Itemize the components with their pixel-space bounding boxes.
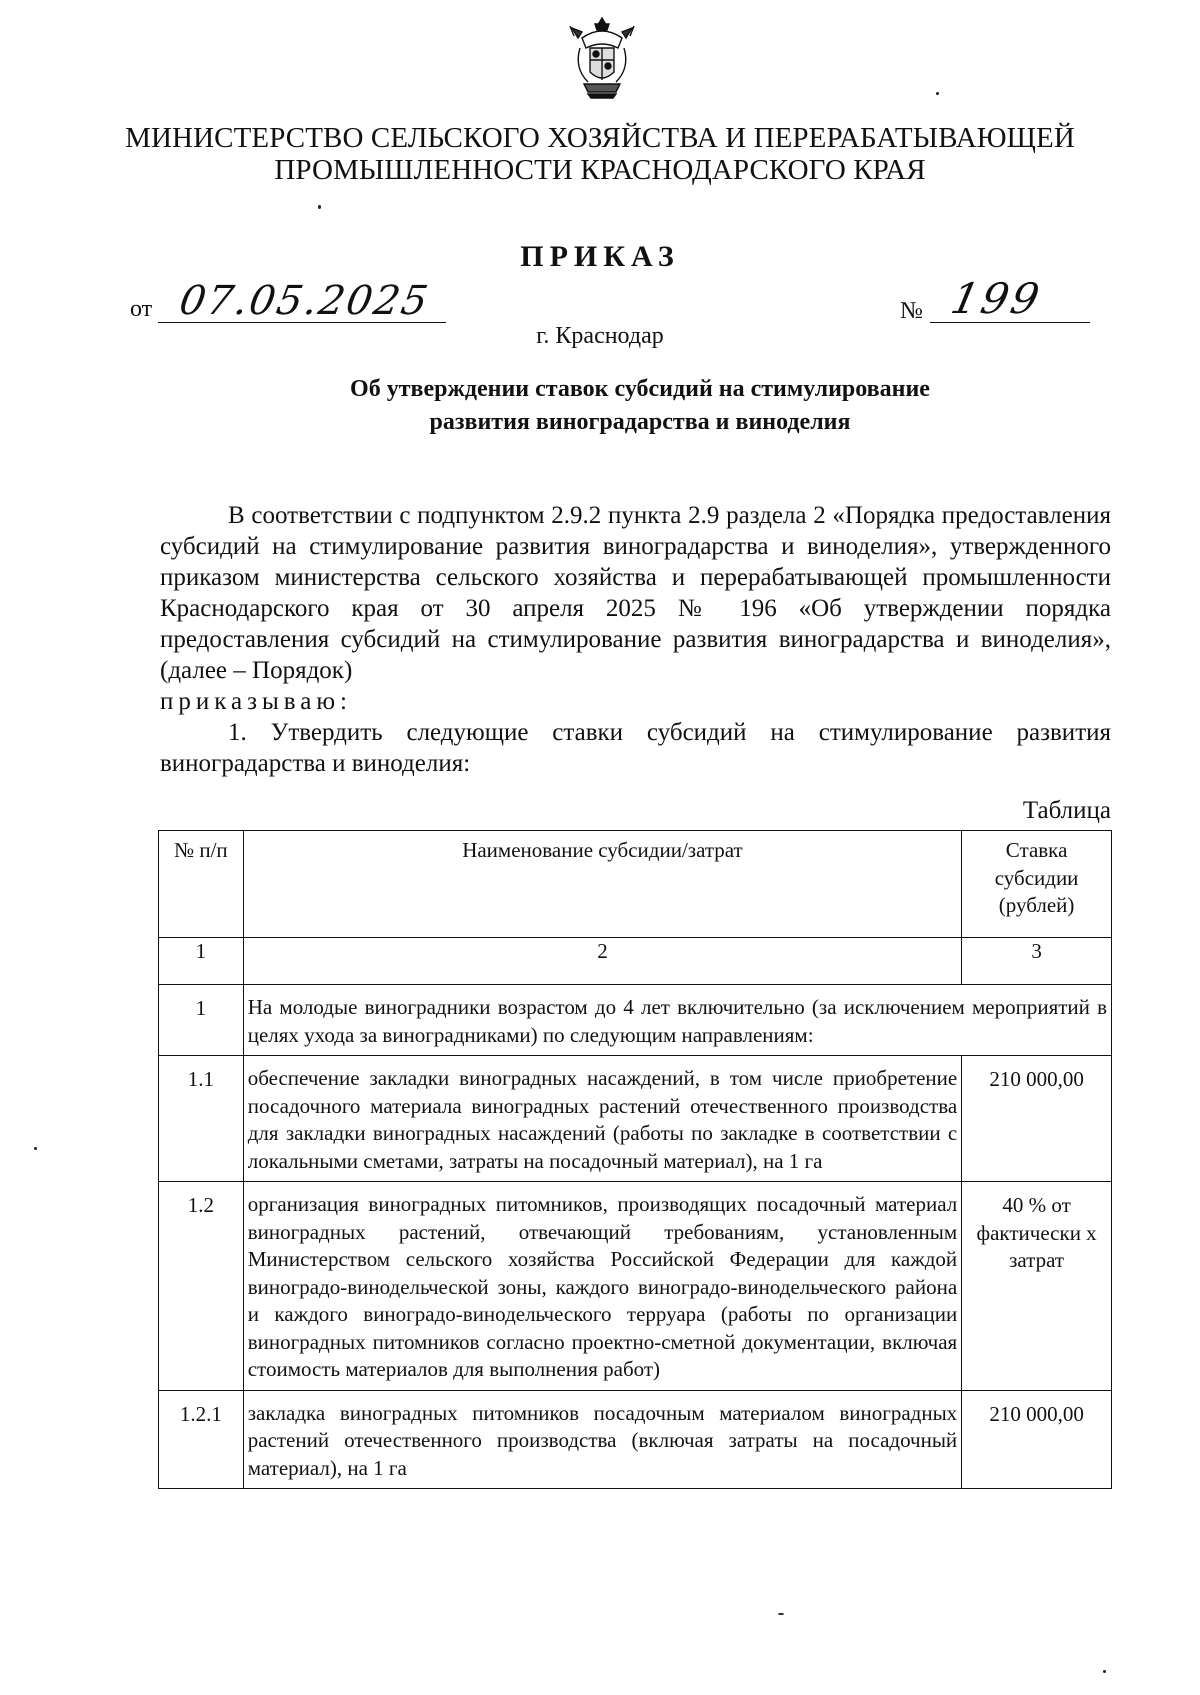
row-name-cell bbox=[243, 1390, 961, 1489]
table-row bbox=[159, 1056, 1112, 1182]
header-rate-label: Ставка субсидии (рублей) bbox=[994, 838, 1079, 917]
ministry-name-line2: ПРОМЫШЛЕННОСТИ КРАСНОДАРСКОГО КРАЯ bbox=[274, 154, 926, 186]
scan-speck bbox=[34, 1147, 37, 1150]
row-index: 1 bbox=[195, 996, 207, 1020]
row-rate: 210 000,00 bbox=[989, 1401, 1084, 1426]
order-number-handwritten: 199 bbox=[946, 274, 1047, 323]
row-index-cell bbox=[159, 1390, 244, 1489]
order-title: ПРИКАЗ bbox=[520, 240, 680, 273]
table-header-row bbox=[159, 831, 1112, 938]
header-cell-rate bbox=[962, 831, 1112, 938]
scan-speck bbox=[318, 205, 321, 209]
row-name-cell bbox=[243, 1056, 961, 1182]
item-1-paragraph bbox=[160, 717, 1111, 779]
row-name-cell bbox=[243, 1182, 961, 1391]
row-index: 1.1 bbox=[187, 1067, 214, 1091]
header-index-label: № п/п bbox=[174, 838, 228, 862]
column-number-row bbox=[159, 938, 1112, 985]
row-rate-cell bbox=[962, 1056, 1112, 1182]
coat-of-arms-emblem bbox=[568, 14, 636, 100]
table-caption: Таблица bbox=[1022, 797, 1111, 824]
row-name: обеспечение закладки виноградных насаждений, в том числе приобретение посадочного материала виноградных растений отечественного производства для закладки виноградных насаждений (работы по закладке в соответствии с локальными сметами, затраты на посадочный материал), на 1 га bbox=[247, 1066, 958, 1173]
order-date-number-row bbox=[130, 274, 1090, 328]
scan-speck bbox=[1103, 1670, 1106, 1673]
header-cell-index bbox=[159, 831, 244, 938]
order-subject-line2: развития виноградарства и виноделия bbox=[429, 409, 851, 435]
order-word: приказываю: bbox=[160, 688, 352, 715]
column-number-1: 1 bbox=[159, 938, 244, 985]
order-date-handwritten: 07.05.2025 bbox=[175, 278, 434, 324]
order-subject-line1: Об утверждении ставок субсидий на стимулирование bbox=[350, 376, 930, 402]
row-index-cell bbox=[159, 1056, 244, 1182]
column-number-2: 2 bbox=[243, 938, 961, 985]
column-number-3: 3 bbox=[962, 938, 1112, 985]
number-label: № bbox=[900, 298, 923, 324]
row-name: На молодые виноградники возрастом до 4 лет включительно (за исключением мероприятий в целях ухода за виноградниками) по следующим направлениям: bbox=[247, 995, 1107, 1047]
scan-speck bbox=[936, 92, 939, 95]
row-index: 1.2.1 bbox=[179, 1401, 222, 1426]
order-subject bbox=[200, 373, 1080, 439]
ministry-name bbox=[100, 122, 1100, 186]
row-index: 1.2 bbox=[187, 1193, 214, 1217]
city-name: г. Краснодар bbox=[536, 323, 664, 349]
header-name-label: Наименование субсидии/затрат bbox=[462, 838, 743, 862]
row-index-cell bbox=[159, 985, 244, 1056]
table-row bbox=[159, 1390, 1112, 1489]
ministry-name-line1: МИНИСТЕРСТВО СЕЛЬСКОГО ХОЗЯЙСТВА И ПЕРЕРАБАТЫВАЮЩЕЙ bbox=[125, 122, 1075, 154]
date-prefix: от bbox=[130, 296, 153, 322]
row-rate-cell bbox=[962, 1182, 1112, 1391]
row-name: организация виноградных питомников, производящих посадочный материал виноградных растений, отвечающий требованиям, установленным Министерством сельского хозяйства Российской Федерации для каждой виноградо-винодельческой зоны, каждого виноградо-винодельческого района и каждого виноградо-винодельческого терруара (работы по организации виноградных питомников согласно проектно-сметной документации, включая стоимость материалов для выполнения работ) bbox=[247, 1192, 958, 1381]
preamble-paragraph bbox=[160, 500, 1111, 686]
order-word-paragraph bbox=[160, 686, 1111, 717]
row-rate: 210 000,00 bbox=[989, 1067, 1084, 1091]
row-name: закладка виноградных питомников посадочным материалом виноградных растений отечественного производства (включая затраты на посадочный материал), на 1 га bbox=[247, 1400, 958, 1480]
row-rate-cell bbox=[962, 1390, 1112, 1489]
subsidy-rates-table bbox=[158, 830, 1112, 1489]
header-cell-name bbox=[243, 831, 961, 938]
table-row bbox=[159, 985, 1112, 1056]
row-rate: 40 % от фактически х затрат bbox=[976, 1193, 1097, 1272]
preamble-text: В соответствии с подпунктом 2.9.2 пункта 2.9 раздела 2 «Порядка предоставления субсидий на стимулирование развития виноградарства и виноделия», утвержденного приказом министерства сельского хозяйства и перерабатывающей промышленности Краснодарского края от 30 апреля 2025 № 196 «Об утверждении порядка предоставления субсидий на стимулирование развития виноградарства и виноделия», (далее – Порядок) bbox=[160, 502, 1111, 684]
item-1-text: 1. Утвердить следующие ставки субсидий на стимулирование развития виноградарства и виноделия: bbox=[160, 719, 1111, 777]
row-index-cell bbox=[159, 1182, 244, 1391]
scan-speck bbox=[778, 1613, 784, 1615]
table-row bbox=[159, 1182, 1112, 1391]
row-name-cell bbox=[243, 985, 1111, 1056]
order-body bbox=[160, 500, 1111, 779]
